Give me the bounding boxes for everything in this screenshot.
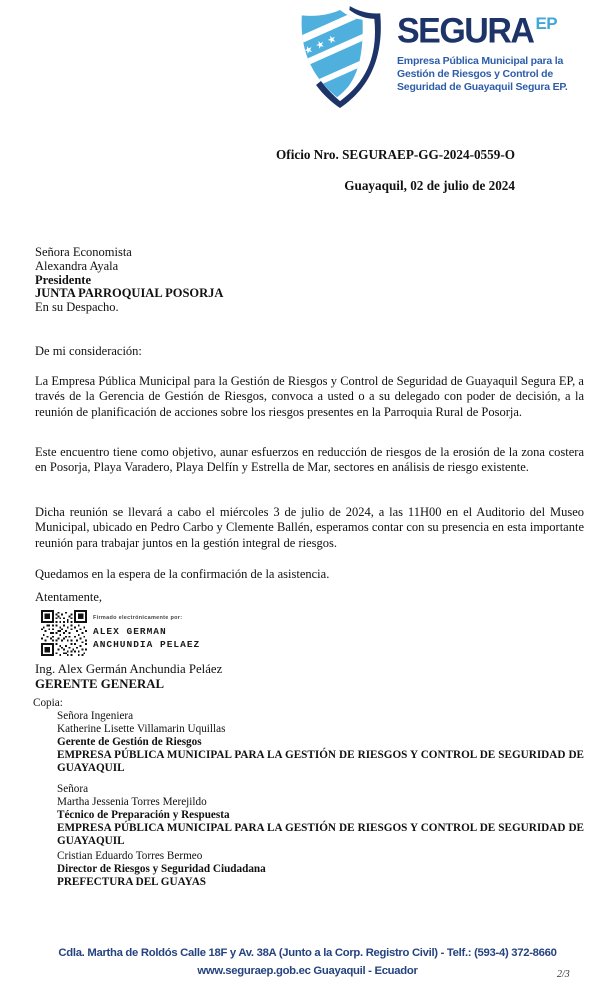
copy-entry-1 [57, 710, 584, 775]
signer-name: Ing. Alex Germán Anchundia Peláez [35, 662, 223, 676]
signature-firmado-label: Firmado electrónicamente por: [93, 615, 183, 621]
letter-date: Guayaquil, 02 de julio de 2024 [344, 178, 515, 193]
signer-block [35, 662, 222, 692]
copy-entry-2 [57, 783, 584, 848]
body-paragraph-2: Este encuentro tiene como objetivo, aunar esfuerzos en reducción de riesgos de la erosión de la zona costera en Posorja, Playa Varadero, Playa Delfín y Estrella de Mar, sectores en análisis de riesgo existente. [35, 445, 584, 475]
copy-label: Copia: [33, 697, 63, 709]
copy2-salutation: Señora [57, 783, 89, 795]
logo-tagline-line3: Seguridad de Guayaquil Segura EP. [397, 81, 568, 93]
copy1-role: Gerente de Gestión de Riesgos [57, 736, 202, 749]
logo-brand-text: SEGURA [397, 11, 534, 51]
copy1-salutation: Señora Ingeniera [57, 710, 134, 722]
oficio-number: Oficio Nro. SEGURAEP-GG-2024-0559-O [276, 147, 515, 162]
body-farewell: Atentamente, [35, 590, 102, 604]
recipient-title: Presidente [35, 272, 92, 287]
logo-tagline-line2: Gestión de Riesgos y Control de [397, 68, 553, 80]
copy1-organization: EMPRESA PÚBLICA MUNICIPAL PARA LA GESTIÓN DE RIESGOS Y CONTROL DE SEGURIDAD DE GUAYAQUIL [57, 749, 584, 775]
signature-name-line1: ALEX GERMAN [93, 626, 167, 637]
signature-name-line2: ANCHUNDIA PELAEZ [93, 639, 201, 650]
signer-title: GERENTE GENERAL [35, 677, 165, 691]
body-paragraph-1: La Empresa Pública Municipal para la Gestión de Riesgos y Control de Seguridad de Guayaquil Segura EP, a través de la Gerencia de Gestión de Riesgos, convoca a usted o a su delegado con poder de decisión, a la reunión de planificación de acciones sobre los riesgos presentes en la Parroquia Rural de Posorja. [35, 374, 584, 419]
body-paragraph-3: Dicha reunión se llevará a cabo el miércoles 3 de julio de 2024, a las 11H00 en el Auditorio del Museo Municipal, ubicado en Pedro Carbo y Clemente Ballén, esperamos contar con su presencia en esta importante reunión para trabajar juntos en la gestión integral de riesgos. [35, 505, 584, 550]
digital-signature-block [41, 610, 200, 656]
footer-website: www.seguraep.gob.ec Guayaquil - Ecuador [197, 964, 418, 977]
copy-entry-3 [57, 850, 584, 889]
body-closing: Quedamos en la espera de la confirmación de la asistencia. [35, 567, 330, 581]
copy2-name: Martha Jessenia Torres Merejildo [57, 796, 207, 809]
copy2-role: Técnico de Preparación y Respuesta [57, 809, 230, 822]
copy3-organization: PREFECTURA DEL GUAYAS [57, 876, 206, 889]
footer-address: Cdla. Martha de Roldós Calle 18F y Av. 38A (Junto a la Corp. Registro Civil) - Telf.: (593-4) 372-8660 [58, 947, 557, 959]
segura-ep-logo [293, 6, 588, 118]
logo-tagline-line1: Empresa Pública Municipal para la [397, 55, 564, 67]
recipient-block [35, 246, 223, 315]
footer-contact [0, 945, 615, 980]
logo-brand-suffix-text: EP [535, 14, 558, 33]
logo-wordmark [397, 11, 568, 51]
reference-block [276, 147, 515, 194]
recipient-dispatch: En su Despacho. [35, 300, 119, 315]
shield-logo-icon [293, 6, 391, 112]
recipient-name: Alexandra Ayala [35, 258, 119, 273]
copy1-name: Katherine Lisette Villamarin Uquillas [57, 723, 226, 736]
qr-code-icon [41, 610, 87, 656]
logo-tagline [397, 55, 568, 94]
copy2-organization: EMPRESA PÚBLICA MUNICIPAL PARA LA GESTIÓN DE RIESGOS Y CONTROL DE SEGURIDAD DE GUAYAQUIL [57, 822, 584, 848]
page-number: 2/3 [557, 969, 570, 980]
body-salutation: De mi consideración: [35, 344, 142, 358]
copy3-role: Director de Riesgos y Seguridad Ciudadana [57, 863, 266, 876]
copy3-name: Cristian Eduardo Torres Bermeo [57, 850, 203, 862]
recipient-salutation: Señora Economista [35, 245, 132, 259]
recipient-organization: JUNTA PARROQUIAL POSORJA [35, 286, 224, 301]
